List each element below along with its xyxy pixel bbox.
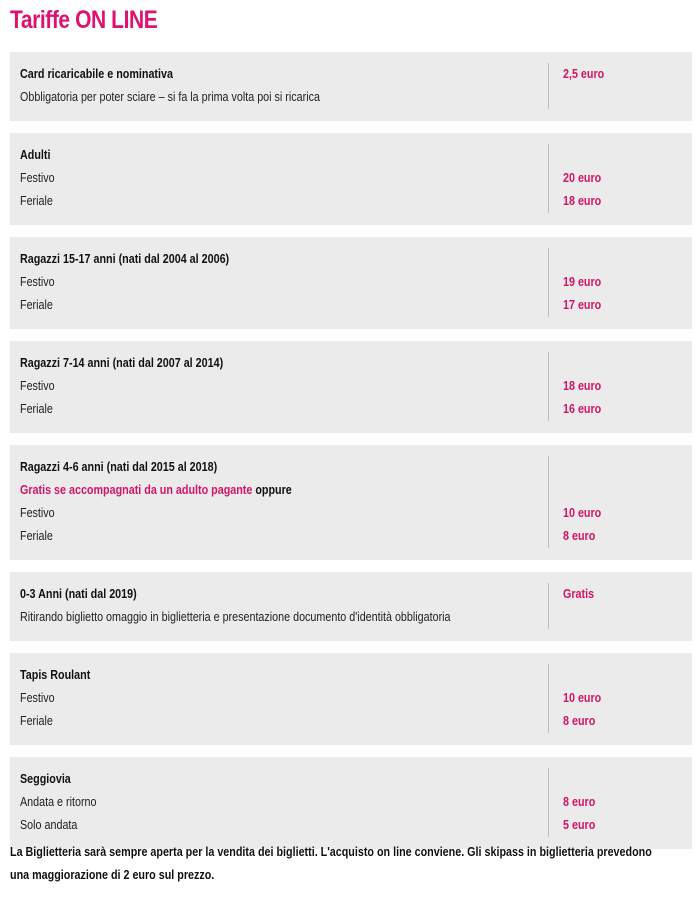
tariff-name: Ragazzi 15-17 anni (nati dal 2004 al 2006): [20, 252, 230, 266]
footer-line-2: una maggiorazione di 2 euro sul prezzo.: [10, 868, 215, 882]
footer-note: [10, 841, 698, 887]
festivo-label: Festivo: [20, 506, 55, 520]
festivo-label: Festivo: [20, 691, 55, 705]
tariff-name: Seggiovia: [20, 772, 71, 786]
solo-andata-label: Solo andata: [20, 818, 78, 832]
tariff-name: Card ricaricabile e nominativa: [20, 67, 173, 81]
tariff-card-ragazzi-4-6: [10, 445, 692, 560]
tariff-card-ricaricabile: [10, 52, 692, 121]
andata-ritorno-price: 8 euro: [563, 795, 596, 809]
tariff-name: Ragazzi 4-6 anni (nati dal 2015 al 2018): [20, 460, 218, 474]
tariff-card-0-3-anni: [10, 572, 692, 641]
tariff-price: 2,5 euro: [563, 67, 605, 81]
festivo-price: 18 euro: [563, 379, 602, 393]
tariff-card-seggiovia: [10, 757, 692, 849]
festivo-label: Festivo: [20, 171, 55, 185]
solo-andata-price: 5 euro: [563, 818, 596, 832]
feriale-label: Feriale: [20, 194, 53, 208]
note-highlight: Gratis se accompagnati da un adulto pagante: [20, 483, 253, 497]
feriale-label: Feriale: [20, 298, 53, 312]
feriale-price: 16 euro: [563, 402, 602, 416]
festivo-price: 10 euro: [563, 691, 602, 705]
tariff-name: Ragazzi 7-14 anni (nati dal 2007 al 2014): [20, 356, 224, 370]
tariff-card-adulti: [10, 133, 692, 225]
tariff-card-tapis-roulant: [10, 653, 692, 745]
feriale-label: Feriale: [20, 714, 53, 728]
tariff-description: Obbligatoria per poter sciare – si fa la prima volta poi si ricarica: [20, 90, 320, 104]
tariff-card-ragazzi-7-14: [10, 341, 692, 433]
feriale-price: 8 euro: [563, 714, 596, 728]
feriale-price: 8 euro: [563, 529, 596, 543]
feriale-price: 18 euro: [563, 194, 602, 208]
festivo-price: 20 euro: [563, 171, 602, 185]
tariff-description: Ritirando biglietto omaggio in biglietteria e presentazione documento d'identità obbligatoria: [20, 610, 451, 624]
footer-line-1: La Biglietteria sarà sempre aperta per la vendita dei biglietti. L'acquisto on line conviene. Gli skipass in biglietteria prevedono: [10, 845, 652, 859]
tariff-name: Adulti: [20, 148, 51, 162]
feriale-label: Feriale: [20, 402, 53, 416]
tariff-name: Tapis Roulant: [20, 668, 91, 682]
festivo-price: 10 euro: [563, 506, 602, 520]
festivo-label: Festivo: [20, 275, 55, 289]
tariff-note: [20, 479, 474, 502]
festivo-label: Festivo: [20, 379, 55, 393]
festivo-price: 19 euro: [563, 275, 602, 289]
tariff-list: [10, 52, 692, 861]
feriale-price: 17 euro: [563, 298, 602, 312]
note-suffix: oppure: [252, 483, 292, 497]
tariff-card-ragazzi-15-17: [10, 237, 692, 329]
tariff-name: 0-3 Anni (nati dal 2019): [20, 587, 137, 601]
andata-ritorno-label: Andata e ritorno: [20, 795, 97, 809]
page-title: Tariffe ON LINE: [10, 6, 158, 34]
feriale-label: Feriale: [20, 529, 53, 543]
tariff-price: Gratis: [563, 587, 595, 601]
